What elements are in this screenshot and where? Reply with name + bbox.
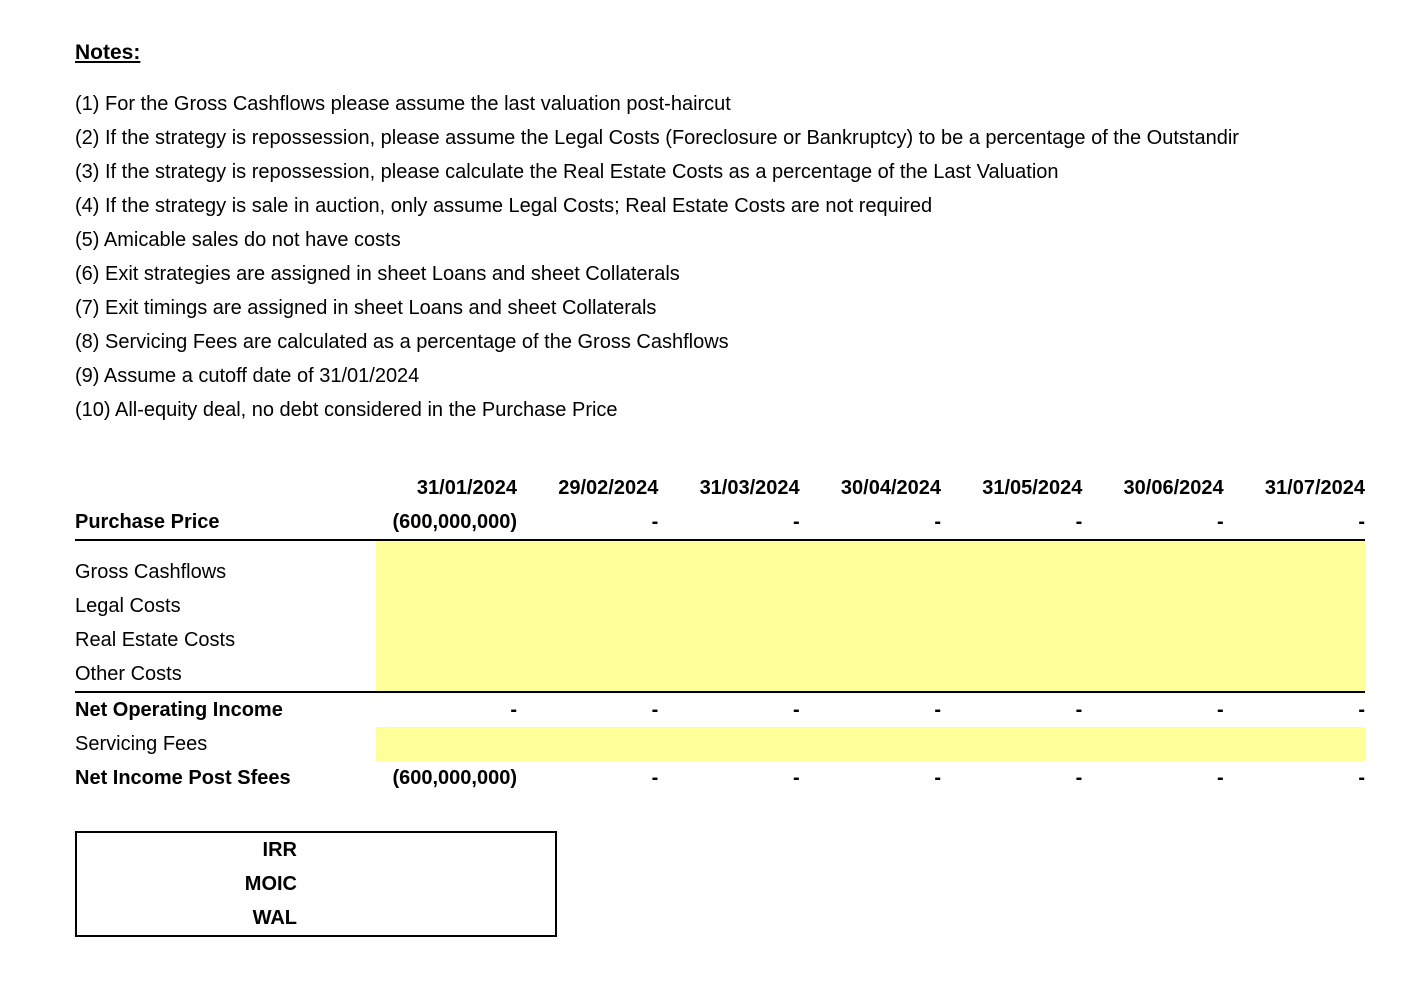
cell-value[interactable]: - (934, 766, 941, 789)
spacer-cell (1082, 540, 1223, 555)
column-header-date: 30/04/2024 (840, 476, 941, 499)
table-row (76, 901, 556, 936)
input-cell[interactable] (800, 727, 941, 761)
cell-value[interactable]: - (1075, 766, 1083, 789)
column-header-date: 31/07/2024 (1264, 476, 1365, 499)
note-item: (6) Exit strategies are assigned in sheet Loans and sheet Collaterals (75, 263, 680, 286)
cell-value[interactable]: - (651, 766, 659, 789)
input-cell[interactable] (517, 589, 658, 623)
row-label-net-income-post-sfees: Net Income Post Sfees (75, 766, 291, 789)
spacer-cell (75, 540, 376, 555)
note-item: (5) Amicable sales do not have costs (75, 229, 401, 252)
table-row (75, 505, 1365, 540)
cell-value[interactable]: - (793, 698, 800, 721)
cell-value[interactable]: - (1216, 698, 1224, 721)
cell-value[interactable]: - (651, 698, 659, 721)
cell-value[interactable]: - (1082, 505, 1223, 540)
cell-value[interactable]: - (800, 505, 941, 540)
note-item: (8) Servicing Fees are calculated as a percentage of the Gross Cashflows (75, 331, 729, 354)
spacer-cell (1224, 540, 1365, 555)
row-label-gross-cashflows: Gross Cashflows (75, 560, 227, 583)
row-label-servicing-fees: Servicing Fees (75, 732, 208, 755)
input-cell[interactable] (1082, 623, 1223, 657)
input-cell[interactable] (800, 589, 941, 623)
input-cell[interactable] (1224, 657, 1365, 692)
metric-label-wal: WAL (252, 906, 297, 929)
input-cell[interactable] (1082, 727, 1223, 761)
cell-value[interactable]: (600,000,000) (376, 505, 517, 540)
spacer-cell (376, 540, 517, 555)
note-item: (7) Exit timings are assigned in sheet Loans and sheet Collaterals (75, 297, 657, 320)
cell-value[interactable]: - (1075, 698, 1083, 721)
input-cell[interactable] (376, 657, 517, 692)
input-cell[interactable] (1224, 589, 1365, 623)
table-row (75, 761, 1365, 795)
row-label-legal-costs: Legal Costs (75, 594, 181, 617)
input-cell[interactable] (517, 555, 658, 589)
input-cell[interactable] (658, 657, 799, 692)
metric-label-irr: IRR (262, 838, 297, 861)
note-item: (2) If the strategy is repossession, please assume the Legal Costs (Foreclosure or Bankruptcy) to be a percentage of the Outstandir (75, 127, 1239, 150)
column-header-date: 31/05/2024 (982, 476, 1083, 499)
cell-value[interactable]: - (1358, 766, 1365, 789)
input-cell[interactable] (1082, 589, 1223, 623)
input-cell[interactable] (517, 727, 658, 761)
spacer-cell (658, 540, 799, 555)
spacer-row (75, 540, 1365, 555)
note-item: (4) If the strategy is sale in auction, only assume Legal Costs; Real Estate Costs are not required (75, 195, 933, 218)
input-cell[interactable] (1082, 657, 1223, 692)
row-label-purchase-price: Purchase Price (75, 505, 376, 540)
input-cell[interactable] (1082, 555, 1223, 589)
metric-value-irr[interactable] (297, 832, 556, 867)
note-item: (1) For the Gross Cashflows please assume the last valuation post-haircut (75, 93, 731, 116)
cell-value[interactable]: (600,000,000) (392, 766, 518, 789)
input-cell[interactable] (800, 555, 941, 589)
table-header-row (75, 471, 1365, 505)
column-header-date: 31/01/2024 (416, 476, 518, 499)
notes-section (0, 40, 1414, 427)
column-header-date: 30/06/2024 (1123, 476, 1224, 499)
cell-value[interactable]: - (934, 698, 941, 721)
row-label-net-operating-income: Net Operating Income (75, 698, 283, 721)
cashflow-table (75, 471, 1365, 795)
input-cell[interactable] (658, 727, 799, 761)
input-cell[interactable] (800, 657, 941, 692)
input-cell[interactable] (941, 727, 1082, 761)
cell-value[interactable]: - (658, 505, 799, 540)
table-row (75, 623, 1365, 657)
cell-value[interactable]: - (1224, 505, 1365, 540)
table-row (76, 832, 556, 867)
cell-value[interactable]: - (1216, 766, 1224, 789)
input-cell[interactable] (800, 623, 941, 657)
input-cell[interactable] (658, 623, 799, 657)
input-cell[interactable] (1224, 727, 1365, 761)
input-cell[interactable] (941, 589, 1082, 623)
metrics-table (75, 831, 557, 937)
column-header-date: 31/03/2024 (699, 476, 800, 499)
input-cell[interactable] (517, 623, 658, 657)
table-row (75, 727, 1365, 761)
note-item: (9) Assume a cutoff date of 31/01/2024 (75, 365, 420, 388)
input-cell[interactable] (376, 589, 517, 623)
column-header-date: 29/02/2024 (558, 476, 659, 499)
cell-value[interactable]: - (510, 698, 518, 721)
input-cell[interactable] (376, 727, 517, 761)
input-cell[interactable] (658, 555, 799, 589)
spacer-cell (800, 540, 941, 555)
input-cell[interactable] (658, 589, 799, 623)
metric-label-moic: MOIC (244, 872, 297, 895)
input-cell[interactable] (517, 657, 658, 692)
table-row (75, 657, 1365, 692)
table-row (75, 692, 1365, 727)
table-row (75, 555, 1365, 589)
input-cell[interactable] (1224, 555, 1365, 589)
table-row (75, 589, 1365, 623)
row-label-real-estate-costs: Real Estate Costs (75, 628, 236, 651)
cell-value[interactable]: - (517, 505, 658, 540)
metric-value-wal[interactable] (297, 901, 556, 936)
table-row (76, 867, 556, 901)
cell-value[interactable]: - (1358, 698, 1365, 721)
note-item: (10) All-equity deal, no debt considered in the Purchase Price (75, 399, 618, 422)
cell-value[interactable]: - (941, 505, 1082, 540)
metrics-box-container (0, 831, 1414, 937)
input-cell[interactable] (941, 657, 1082, 692)
spacer-cell (941, 540, 1082, 555)
row-label-other-costs: Other Costs (75, 657, 376, 692)
notes-title: Notes: (75, 41, 141, 64)
input-cell[interactable] (376, 555, 517, 589)
input-cell[interactable] (941, 623, 1082, 657)
input-cell[interactable] (941, 555, 1082, 589)
cell-value[interactable]: - (793, 766, 800, 789)
metric-value-moic[interactable] (297, 867, 556, 901)
note-item: (3) If the strategy is repossession, please calculate the Real Estate Costs as a percentage of the Last Valuation (75, 161, 1059, 184)
header-corner-cell (75, 471, 376, 505)
input-cell[interactable] (1224, 623, 1365, 657)
input-cell[interactable] (376, 623, 517, 657)
spacer-cell (517, 540, 658, 555)
cashflow-table-container (0, 471, 1414, 795)
